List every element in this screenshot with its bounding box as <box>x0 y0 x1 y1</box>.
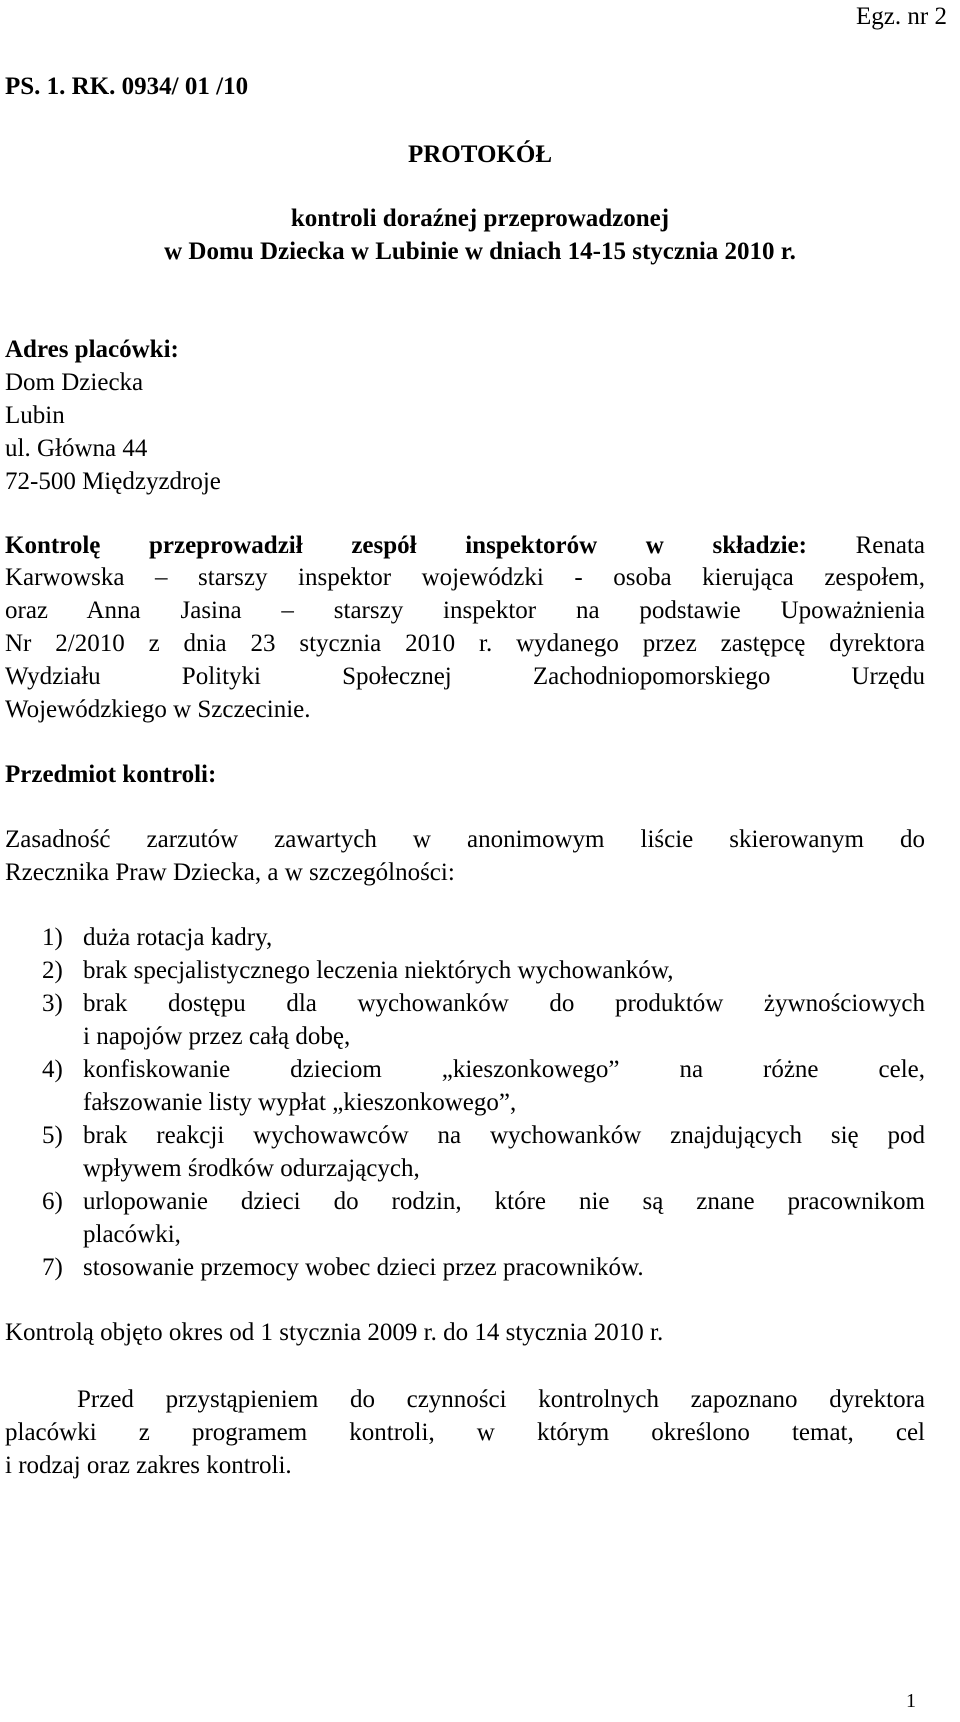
list-item-text: duża rotacja kadry, <box>83 924 273 951</box>
list-item-number: 4) <box>42 1056 63 1083</box>
list-item-text: stosowanie przemocy wobec dzieci przez pracowników. <box>83 1254 644 1281</box>
team-line: oraz Anna Jasina – starszy inspektor na podstawie Upoważnienia <box>5 597 925 624</box>
control-period: Kontrolą objęto okres od 1 stycznia 2009 r. do 14 stycznia 2010 r. <box>5 1319 664 1346</box>
list-item-number: 7) <box>42 1254 63 1281</box>
address-line: ul. Główna 44 <box>5 435 148 462</box>
team-line: Wydziału Polityki Społecznej Zachodniopomorskiego Urzędu <box>5 663 925 690</box>
subject-intro-line-2: Rzecznika Praw Dziecka, a w szczególności: <box>5 859 455 886</box>
list-item-number: 5) <box>42 1122 63 1149</box>
team-line: Karwowska – starszy inspektor wojewódzki - osoba kierująca zespołem, <box>5 564 925 591</box>
list-item-number: 2) <box>42 957 63 984</box>
list-item-text: fałszowanie listy wypłat „kieszonkowego”, <box>83 1089 517 1116</box>
copy-label: Egz. nr 2 <box>856 3 947 30</box>
list-item-text: konfiskowanie dzieciom „kieszonkowego” na różne cele, <box>83 1056 925 1083</box>
address-line: Dom Dziecka <box>5 369 144 396</box>
address-heading: Adres placówki: <box>5 336 179 363</box>
address-line: Lubin <box>5 402 65 429</box>
list-item-text: brak dostępu dla wychowanków do produktów żywnościowych <box>83 990 925 1017</box>
subtitle-line-1: kontroli doraźnej przeprowadzonej <box>290 205 670 232</box>
team-heading: Kontrolę przeprowadził zespół inspektorów w składzie: <box>5 532 807 559</box>
list-item-text: urlopowanie dzieci do rodzin, które nie są znane pracownikom <box>83 1188 925 1215</box>
team-line: Wojewódzkiego w Szczecinie. <box>5 696 311 723</box>
page-title: PROTOKÓŁ <box>407 141 552 168</box>
list-item-text: i napojów przez całą dobę, <box>83 1023 351 1050</box>
page-number: 1 <box>906 1690 916 1712</box>
list-item-text: placówki, <box>83 1221 181 1248</box>
subject-intro-line-1: Zasadność zarzutów zawartych w anonimowym liście skierowanym do <box>5 826 925 853</box>
list-item-number: 3) <box>42 990 63 1017</box>
team-line-1-rest: Renata <box>855 532 926 559</box>
reference-number: PS. 1. RK. 0934/ 01 /10 <box>5 73 249 100</box>
closing-line: i rodzaj oraz zakres kontroli. <box>5 1452 292 1479</box>
list-item-text: wpływem środków odurzających, <box>83 1155 420 1182</box>
team-line: Nr 2/2010 z dnia 23 stycznia 2010 r. wydanego przez zastępcę dyrektora <box>5 630 925 657</box>
address-line: 72-500 Międzyzdroje <box>5 468 221 495</box>
closing-line: placówki z programem kontroli, w którym określono temat, cel <box>5 1419 925 1446</box>
list-item-number: 1) <box>42 924 63 951</box>
closing-line: Przed przystąpieniem do czynności kontrolnych zapoznano dyrektora <box>77 1386 925 1413</box>
list-item-number: 6) <box>42 1188 63 1215</box>
list-item-text: brak specjalistycznego leczenia niektórych wychowanków, <box>83 957 674 984</box>
subtitle-line-2: w Domu Dziecka w Lubinie w dniach 14-15 stycznia 2010 r. <box>164 238 796 265</box>
team-line-1 <box>5 532 925 560</box>
list-item-text: brak reakcji wychowawców na wychowanków znajdujących się pod <box>83 1122 925 1149</box>
subject-heading: Przedmiot kontroli: <box>5 761 217 788</box>
